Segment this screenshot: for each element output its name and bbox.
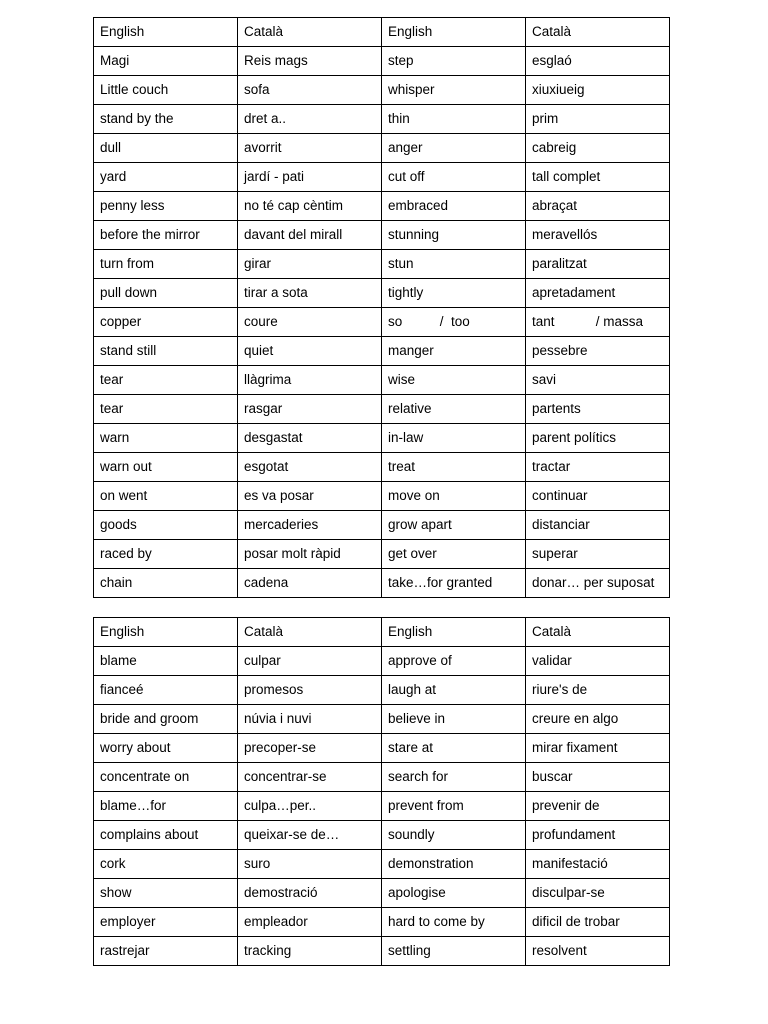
table-row [94,540,670,569]
english-term-cell: employer [94,908,238,937]
english-term-cell: embraced [382,192,526,221]
table-row [94,250,670,279]
english-term-cell: blame…for [94,792,238,821]
column-header: English [94,18,238,47]
catalan-term-cell: llàgrima [238,366,382,395]
english-term-cell: fianceé [94,676,238,705]
table-row [94,511,670,540]
column-header: Català [238,18,382,47]
catalan-term-cell: culpar [238,647,382,676]
catalan-term-cell: paralitzat [526,250,670,279]
catalan-term-cell: tant / massa [526,308,670,337]
table-body [94,18,670,598]
catalan-term-cell: precoper-se [238,734,382,763]
catalan-term-cell: núvia i nuvi [238,705,382,734]
catalan-term-cell: dret a.. [238,105,382,134]
catalan-term-cell: meravellós [526,221,670,250]
column-header: English [382,18,526,47]
english-term-cell: believe in [382,705,526,734]
english-term-cell: bride and groom [94,705,238,734]
english-term-cell: stun [382,250,526,279]
catalan-term-cell: distanciar [526,511,670,540]
english-term-cell: stunning [382,221,526,250]
english-term-cell: manger [382,337,526,366]
catalan-term-cell: donar… per suposat [526,569,670,598]
table-row [94,47,670,76]
table-row [94,792,670,821]
catalan-term-cell: validar [526,647,670,676]
catalan-term-cell: tirar a sota [238,279,382,308]
table-row [94,192,670,221]
table-row [94,366,670,395]
catalan-term-cell: prim [526,105,670,134]
catalan-term-cell: desgastat [238,424,382,453]
table-row [94,908,670,937]
catalan-term-cell: manifestació [526,850,670,879]
english-term-cell: yard [94,163,238,192]
table-row [94,105,670,134]
table-row [94,937,670,966]
english-term-cell: treat [382,453,526,482]
catalan-term-cell: partents [526,395,670,424]
english-term-cell: hard to come by [382,908,526,937]
catalan-term-cell: pessebre [526,337,670,366]
english-term-cell: Magi [94,47,238,76]
table-row [94,734,670,763]
catalan-term-cell: mirar fixament [526,734,670,763]
column-header: English [94,618,238,647]
catalan-term-cell: demostració [238,879,382,908]
catalan-term-cell: culpa…per.. [238,792,382,821]
english-term-cell: rastrejar [94,937,238,966]
english-term-cell: in-law [382,424,526,453]
english-term-cell: before the mirror [94,221,238,250]
catalan-term-cell: riure's de [526,676,670,705]
table-row [94,569,670,598]
english-term-cell: stare at [382,734,526,763]
english-term-cell: whisper [382,76,526,105]
catalan-term-cell: quiet [238,337,382,366]
english-term-cell: complains about [94,821,238,850]
catalan-term-cell: davant del mirall [238,221,382,250]
catalan-term-cell: mercaderies [238,511,382,540]
column-header: English [382,618,526,647]
vocabulary-table-2 [93,617,670,966]
catalan-term-cell: esgotat [238,453,382,482]
catalan-term-cell: tracking [238,937,382,966]
catalan-term-cell: posar molt ràpid [238,540,382,569]
vocabulary-table-1 [93,17,670,598]
catalan-term-cell: concentrar-se [238,763,382,792]
table-row [94,879,670,908]
table-header-row [94,18,670,47]
catalan-term-cell: apretadament [526,279,670,308]
english-term-cell: step [382,47,526,76]
catalan-term-cell: dificil de trobar [526,908,670,937]
table-row [94,453,670,482]
english-term-cell: search for [382,763,526,792]
english-term-cell: soundly [382,821,526,850]
english-term-cell: tear [94,395,238,424]
catalan-term-cell: sofa [238,76,382,105]
table-row [94,424,670,453]
catalan-term-cell: prevenir de [526,792,670,821]
catalan-term-cell: suro [238,850,382,879]
column-header: Català [526,18,670,47]
table-row [94,850,670,879]
english-term-cell: stand by the [94,105,238,134]
table-row [94,163,670,192]
table-row [94,763,670,792]
english-term-cell: relative [382,395,526,424]
table-row [94,705,670,734]
catalan-term-cell: tall complet [526,163,670,192]
english-term-cell: so / too [382,308,526,337]
catalan-term-cell: buscar [526,763,670,792]
english-term-cell: turn from [94,250,238,279]
english-term-cell: move on [382,482,526,511]
english-term-cell: blame [94,647,238,676]
table-header-row [94,618,670,647]
english-term-cell: anger [382,134,526,163]
table-row [94,279,670,308]
column-header: Català [238,618,382,647]
english-term-cell: take…for granted [382,569,526,598]
english-term-cell: warn [94,424,238,453]
english-term-cell: prevent from [382,792,526,821]
english-term-cell: approve of [382,647,526,676]
english-term-cell: chain [94,569,238,598]
catalan-term-cell: girar [238,250,382,279]
catalan-term-cell: resolvent [526,937,670,966]
english-term-cell: demonstration [382,850,526,879]
english-term-cell: dull [94,134,238,163]
english-term-cell: copper [94,308,238,337]
english-term-cell: laugh at [382,676,526,705]
table-row [94,337,670,366]
english-term-cell: pull down [94,279,238,308]
english-term-cell: goods [94,511,238,540]
english-term-cell: concentrate on [94,763,238,792]
column-header: Català [526,618,670,647]
english-term-cell: cork [94,850,238,879]
catalan-term-cell: avorrit [238,134,382,163]
catalan-term-cell: creure en algo [526,705,670,734]
table-row [94,395,670,424]
catalan-term-cell: abraçat [526,192,670,221]
english-term-cell: thin [382,105,526,134]
catalan-term-cell: tractar [526,453,670,482]
table-row [94,221,670,250]
table-row [94,308,670,337]
table-row [94,821,670,850]
english-term-cell: get over [382,540,526,569]
catalan-term-cell: savi [526,366,670,395]
english-term-cell: raced by [94,540,238,569]
catalan-term-cell: empleador [238,908,382,937]
catalan-term-cell: coure [238,308,382,337]
english-term-cell: apologise [382,879,526,908]
table-body [94,618,670,966]
english-term-cell: cut off [382,163,526,192]
english-term-cell: worry about [94,734,238,763]
table-row [94,134,670,163]
english-term-cell: settling [382,937,526,966]
table-row [94,647,670,676]
catalan-term-cell: xiuxiueig [526,76,670,105]
catalan-term-cell: es va posar [238,482,382,511]
english-term-cell: grow apart [382,511,526,540]
table-row [94,676,670,705]
english-term-cell: show [94,879,238,908]
catalan-term-cell: no té cap cèntim [238,192,382,221]
catalan-term-cell: rasgar [238,395,382,424]
catalan-term-cell: esglaó [526,47,670,76]
table-row [94,482,670,511]
catalan-term-cell: cadena [238,569,382,598]
catalan-term-cell: Reis mags [238,47,382,76]
catalan-term-cell: continuar [526,482,670,511]
catalan-term-cell: jardí - pati [238,163,382,192]
english-term-cell: stand still [94,337,238,366]
english-term-cell: Little couch [94,76,238,105]
english-term-cell: warn out [94,453,238,482]
english-term-cell: tear [94,366,238,395]
english-term-cell: penny less [94,192,238,221]
catalan-term-cell: parent polítics [526,424,670,453]
english-term-cell: wise [382,366,526,395]
english-term-cell: on went [94,482,238,511]
catalan-term-cell: cabreig [526,134,670,163]
catalan-term-cell: disculpar-se [526,879,670,908]
catalan-term-cell: promesos [238,676,382,705]
catalan-term-cell: superar [526,540,670,569]
english-term-cell: tightly [382,279,526,308]
table-row [94,76,670,105]
catalan-term-cell: profundament [526,821,670,850]
catalan-term-cell: queixar-se de… [238,821,382,850]
